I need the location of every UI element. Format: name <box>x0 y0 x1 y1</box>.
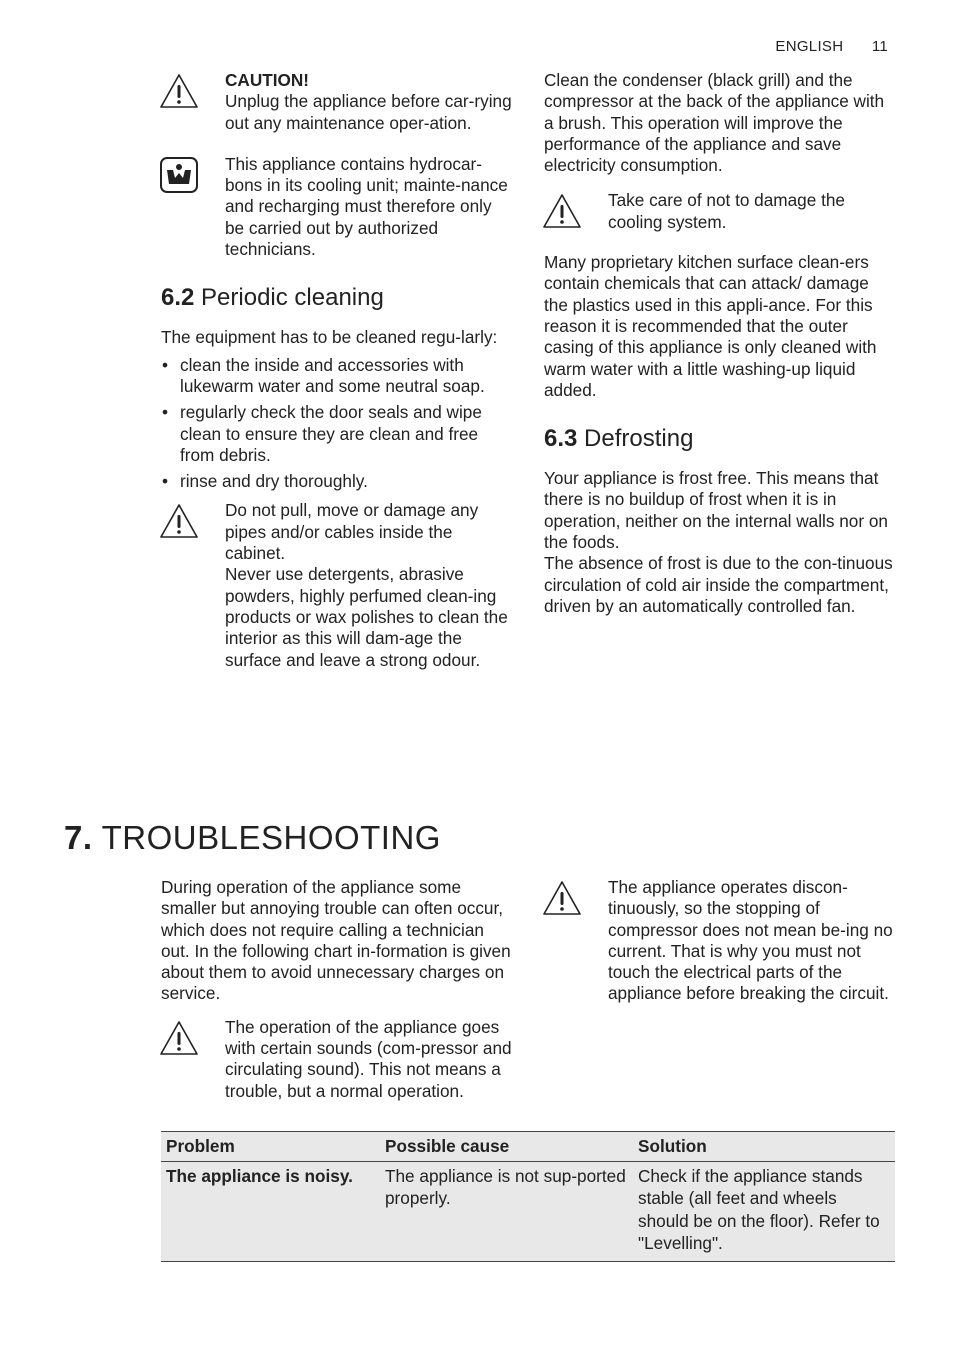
section-7-heading <box>64 818 441 858</box>
condenser-text: Clean the condenser (black grill) and the compressor at the back of the appliance with a brush. This operation will improve the performance of the appliance and save electricity consumption. <box>544 70 885 176</box>
current-warning-text: The appliance operates discon-tinuously, so the stopping of compressor does not mean be-ing no current. That is why you must not touch the electrical parts of the appliance before breaking the circuit. <box>608 877 893 1004</box>
list-item: • regularly check the door seals and wipe clean to ensure they are clean and free from debris. <box>161 402 513 466</box>
solution-cell: Check if the appliance stands stable (all feet and wheels should be on the floor). Refer to "Levelling". <box>633 1161 895 1261</box>
troubleshooting-left-column <box>161 877 513 1102</box>
cooling-warning-note <box>544 190 896 233</box>
left-column <box>161 70 513 671</box>
environment-note <box>161 154 513 260</box>
caution-note <box>161 70 513 134</box>
sounds-warning-note <box>161 1017 513 1102</box>
language-label: ENGLISH <box>775 38 844 55</box>
warning-triangle-icon <box>542 192 582 230</box>
table-header-row <box>161 1132 895 1162</box>
cleaning-intro: The equipment has to be cleaned regu-larly: <box>161 327 498 348</box>
list-item: • rinse and dry thoroughly. <box>161 471 513 492</box>
warning-triangle-icon <box>542 879 582 917</box>
table-row <box>161 1161 895 1261</box>
page-header <box>775 38 888 55</box>
current-warning-note <box>544 877 896 1005</box>
defrost-paragraph-1: Your appliance is frost free. This means that there is no buildup of frost when it is in operation, neither on the internal walls nor on the foods. <box>544 468 888 553</box>
section-7-title: TROUBLESHOOTING <box>101 819 441 856</box>
environment-icon <box>159 156 199 194</box>
defrost-paragraph-2: The absence of frost is due to the con-tinuous circulation of cold air inside the compartment, driven by an automatically controlled fan. <box>544 553 893 616</box>
environment-text: This appliance contains hydrocar-bons in its cooling unit; mainte-nance and recharging must therefore only be carried out by authorized technicians. <box>225 153 508 260</box>
page-number: 11 <box>871 38 888 55</box>
column-header-solution: Solution <box>633 1132 895 1162</box>
cooling-warning-text: Take care of not to damage the cooling system. <box>608 190 845 232</box>
cause-cell: The appliance is not sup-ported properly. <box>380 1161 633 1261</box>
section-6-3-heading <box>544 424 896 454</box>
right-column <box>544 70 896 617</box>
section-6-2-number: 6.2 <box>161 284 195 312</box>
section-6-3-title: Defrosting <box>584 425 694 453</box>
section-6-2-heading <box>161 283 513 313</box>
troubleshooting-right-column <box>544 877 896 1005</box>
section-7-number: 7. <box>64 819 93 856</box>
sounds-warning-text: The operation of the appliance goes with certain sounds (com-pressor and circulating sound). This not means a trouble, but a normal operation. <box>225 1016 512 1101</box>
pipes-warning-note <box>161 500 513 670</box>
cleaning-list <box>161 355 513 493</box>
problem-cell: The appliance is noisy. <box>161 1161 380 1261</box>
list-item: • clean the inside and accessories with lukewarm water and some neutral soap. <box>161 355 513 398</box>
warning-triangle-icon <box>159 72 199 110</box>
column-header-cause: Possible cause <box>380 1132 633 1162</box>
troubleshooting-table <box>161 1131 895 1262</box>
caution-title: CAUTION! <box>225 70 310 90</box>
detergents-warning-text: Never use detergents, abrasive powders, highly perfumed clean-ing products or wax polishes to clean the interior as this will dam-age the surface and leave a strong odour. <box>225 564 508 670</box>
cleaners-text: Many proprietary kitchen surface clean-ers contain chemicals that can attack/ damage the plastics used in this appli-ance. For this reason it is recommended that the outer casing of this appliance is only cleaned with warm water with a little washing-up liquid added. <box>544 252 877 400</box>
warning-triangle-icon <box>159 1019 199 1057</box>
troubleshooting-intro: During operation of the appliance some smaller but annoying trouble can often occur, which does not require calling a technician out. In the following chart in-formation is given about them to avoid unnecessary charges on service. <box>161 877 511 1004</box>
pipes-warning-text: Do not pull, move or damage any pipes and/or cables inside the cabinet. <box>225 500 479 564</box>
section-6-3-number: 6.3 <box>544 425 578 453</box>
caution-text: Unplug the appliance before car-rying out any maintenance oper-ation. <box>225 91 512 133</box>
warning-triangle-icon <box>159 502 199 540</box>
section-6-2-title: Periodic cleaning <box>201 284 384 312</box>
column-header-problem: Problem <box>161 1132 380 1162</box>
